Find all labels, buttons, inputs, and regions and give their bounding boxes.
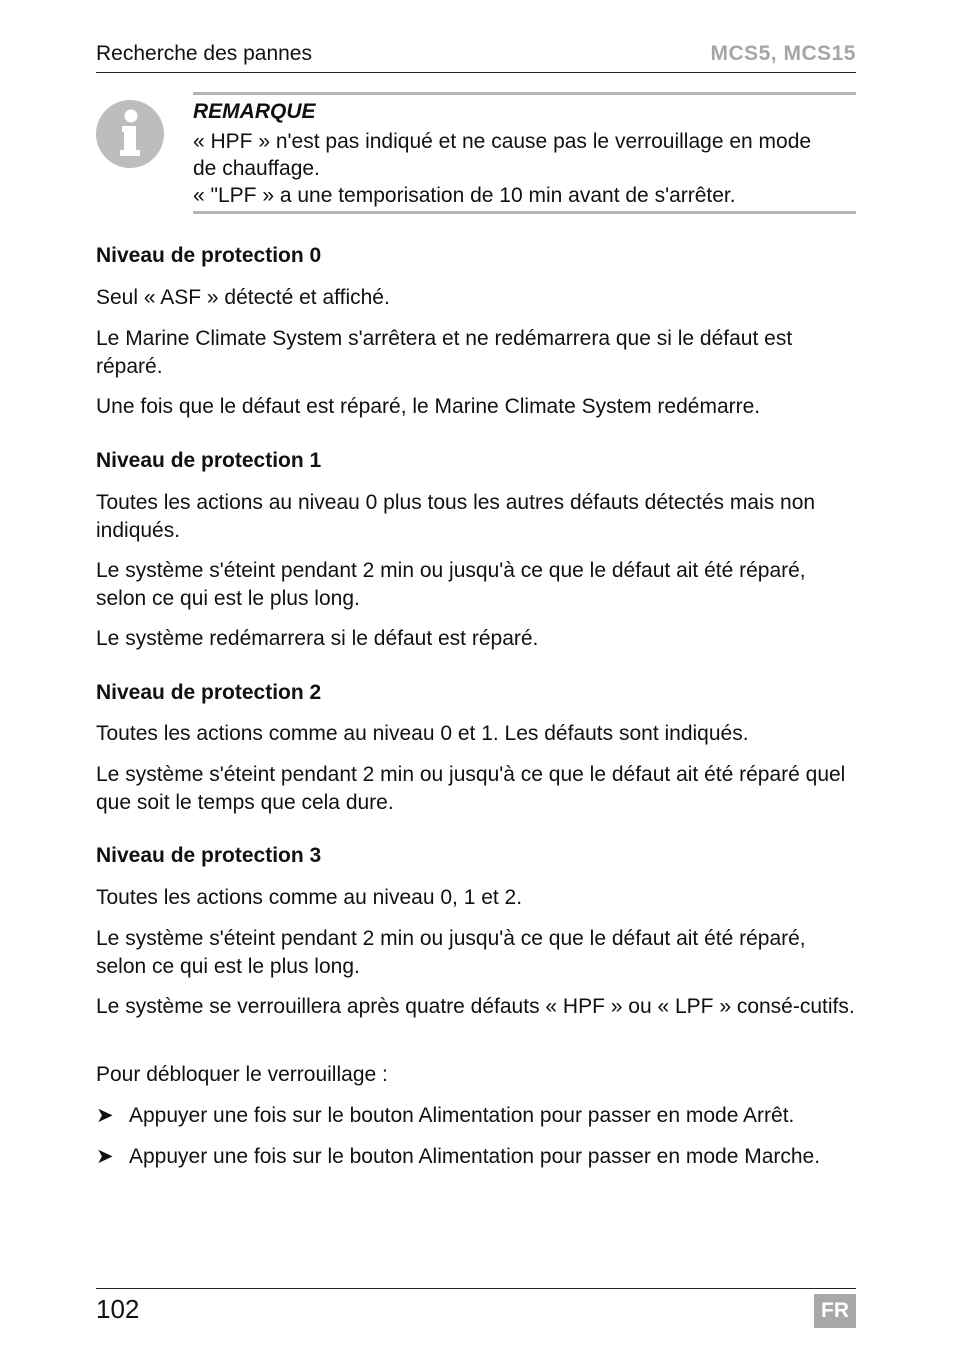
header-title: Recherche des pannes (96, 42, 312, 65)
arrow-bullet-icon: ➤ (96, 1145, 114, 1168)
paragraph: Toutes les actions au niveau 0 plus tous les autres défauts détectés mais non indiqués. (96, 491, 816, 542)
note-line: « "LPF » a une temporisation de 10 min avant de s'arrêter. (193, 184, 736, 207)
section-heading: Niveau de protection 0 (96, 244, 322, 267)
list-item-text: Appuyer une fois sur le bouton Alimentation pour passer en mode Marche. (129, 1145, 821, 1168)
page-footer (96, 1288, 856, 1329)
paragraph: Le système s'éteint pendant 2 min ou jusqu'à ce que le défaut ait été réparé, selon ce qui est le plus long. (96, 927, 806, 978)
note-line: « HPF » n'est pas indiqué et ne cause pas le verrouillage en mode (193, 130, 812, 153)
section-heading: Niveau de protection 3 (96, 844, 322, 867)
paragraph: Le système redémarrera si le défaut est réparé. (96, 627, 539, 650)
paragraph: Le système s'éteint pendant 2 min ou jusqu'à ce que le défaut ait été réparé quel que soit le temps que cela dure. (96, 763, 846, 814)
paragraph: Toutes les actions comme au niveau 0, 1 et 2. (96, 886, 523, 909)
section-heading: Niveau de protection 2 (96, 681, 322, 704)
paragraph: Une fois que le défaut est réparé, le Marine Climate System redémarre. (96, 395, 761, 418)
section-heading: Niveau de protection 1 (96, 449, 322, 472)
paragraph: Toutes les actions comme au niveau 0 et 1. Les défauts sont indiqués. (96, 722, 749, 745)
paragraph: Le Marine Climate System s'arrêtera et ne redémarrera que si le défaut est réparé. (96, 327, 793, 378)
paragraph: Le système se verrouillera après quatre défauts « HPF » ou « LPF » consé-cutifs. (96, 995, 855, 1018)
note-text (193, 128, 811, 209)
page-header (96, 40, 856, 73)
page-number: 102 (96, 1294, 140, 1324)
paragraph: Seul « ASF » détecté et affiché. (96, 286, 390, 309)
list-item-text: Appuyer une fois sur le bouton Alimentation pour passer en mode Arrêt. (129, 1104, 795, 1127)
note-block (96, 92, 856, 216)
arrow-bullet-icon: ➤ (96, 1104, 114, 1127)
info-icon (96, 100, 164, 168)
header-model: MCS5, MCS15 (710, 42, 856, 65)
language-badge: FR (814, 1294, 856, 1328)
note-box (193, 92, 856, 214)
paragraph: Le système s'éteint pendant 2 min ou jusqu'à ce que le défaut ait été réparé, selon ce qui est le plus long. (96, 559, 806, 610)
paragraph: Pour débloquer le verrouillage : (96, 1063, 388, 1086)
note-title: REMARQUE (193, 100, 316, 123)
note-line: de chauffage. (193, 157, 320, 180)
